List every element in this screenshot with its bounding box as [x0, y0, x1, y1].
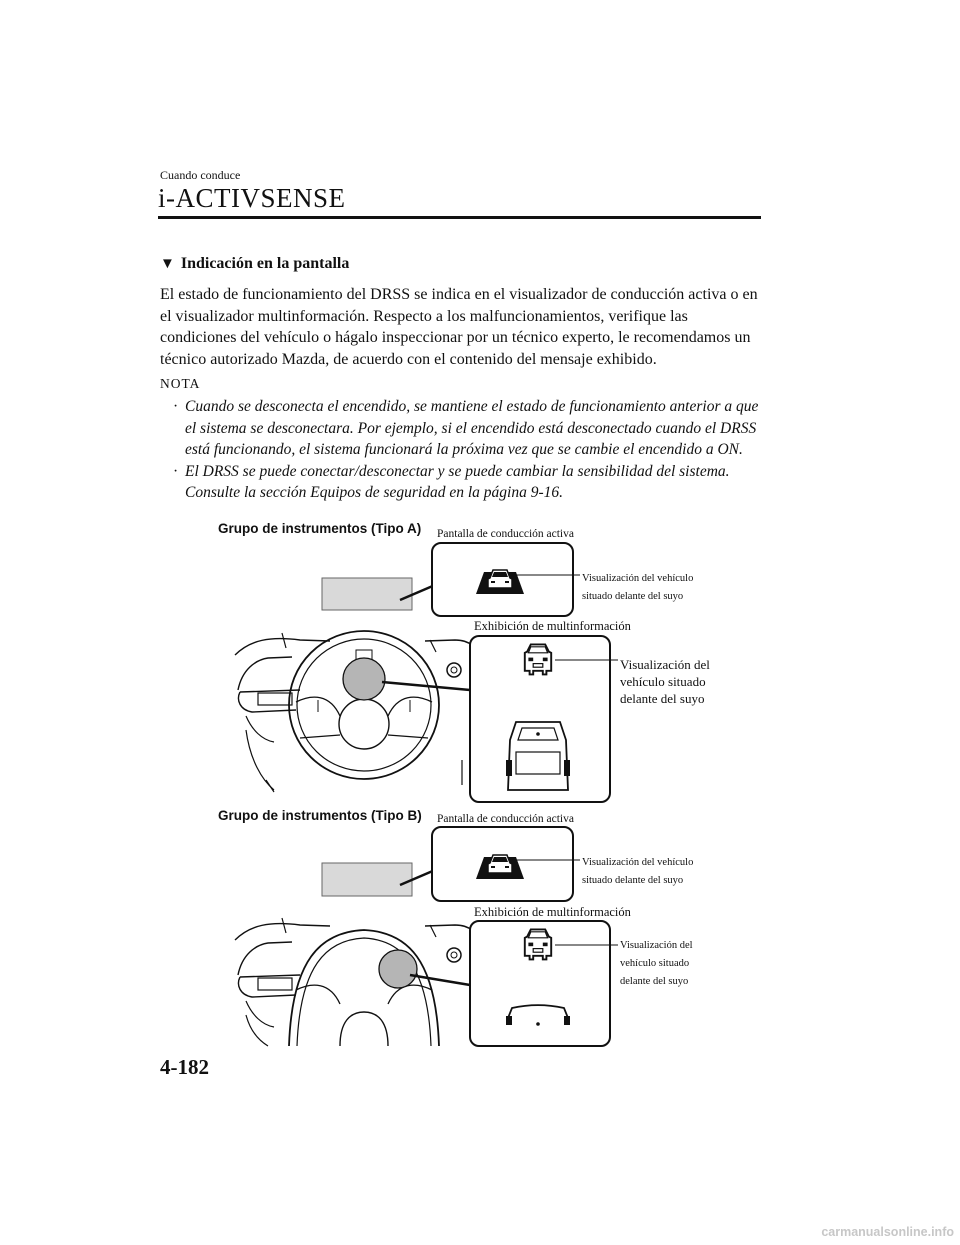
subhead-text: Indicación en la pantalla	[180, 255, 350, 272]
triangle-down-icon: ▼	[160, 256, 175, 272]
meter-highlight	[379, 950, 417, 988]
callout-line: Visualización del	[620, 657, 710, 672]
section-title: i-ACTIVSENSE	[158, 183, 346, 213]
car-top-view	[506, 722, 570, 790]
figure-b-mid-label: Exhibición de multinformación	[474, 905, 631, 919]
hud-display-callout	[432, 543, 580, 616]
callout-line: vehículo situado	[620, 674, 706, 689]
figure-b-group-title: Grupo de instrumentos (Tipo B)	[218, 808, 422, 823]
figure-a-group-title: Grupo de instrumentos (Tipo A)	[218, 521, 422, 536]
callout-line: situado delante del suyo	[582, 875, 684, 886]
running-head: Cuando conduce	[160, 168, 241, 182]
page-number: 4-182	[160, 1055, 209, 1079]
hud-panel	[322, 863, 412, 896]
note-label: NOTA	[160, 376, 201, 391]
bullet-icon: ·	[173, 462, 179, 480]
figure-b	[235, 827, 618, 1046]
callout-line: situado delante del suyo	[582, 591, 684, 602]
multi-info-display-callout	[470, 921, 618, 1046]
callout-line: delante del suyo	[620, 976, 689, 987]
figure-a-hud-label: Pantalla de conducción activa	[437, 528, 574, 540]
note-text: El DRSS se puede conectar/desconectar y se puede cambiar la sensibilidad del sistema. Consulte la sección Equipos de seguridad en la página 9-16.	[185, 462, 730, 501]
callout-line: Visualización del vehículo	[582, 573, 694, 584]
hud-panel	[322, 578, 412, 610]
figure-b-hud-label: Pantalla de conducción activa	[437, 813, 574, 825]
callout-line: delante del suyo	[620, 691, 705, 706]
callout-line: Visualización del vehículo	[582, 857, 694, 868]
figure-a	[235, 543, 618, 802]
meter-highlight	[343, 658, 385, 700]
callout-line: vehículo situado	[620, 958, 690, 969]
figure-a-mid-label: Exhibición de multinformación	[474, 619, 631, 633]
hud-display-callout	[432, 827, 580, 901]
bullet-icon: ·	[173, 398, 179, 415]
callout-line: Visualización del	[620, 940, 693, 951]
watermark: carmanualsonline.info	[821, 1225, 954, 1239]
note-text: Cuando se desconecta el encendido, se mantiene el estado de funcionamiento anterior a que el sistema se desconectara. Por ejemplo, si el encendido está desconectado cuando el DRSS está funcionando, el sistema funcionará la próxima vez que se cambie el encendido a ON.	[185, 398, 759, 458]
multi-info-display-callout	[470, 636, 618, 802]
body-paragraph: El estado de funcionamiento del DRSS se indica en el visualizador de conducción activa o en el visualizador multinformación. Respecto a los malfuncionamientos, verifique las condiciones del vehículo o hágalo inspeccionar por un técnico experto, le recomendamos un técnico autorizado Mazda, de acuerdo con el contenido del mensaje exhibido.	[160, 286, 758, 368]
